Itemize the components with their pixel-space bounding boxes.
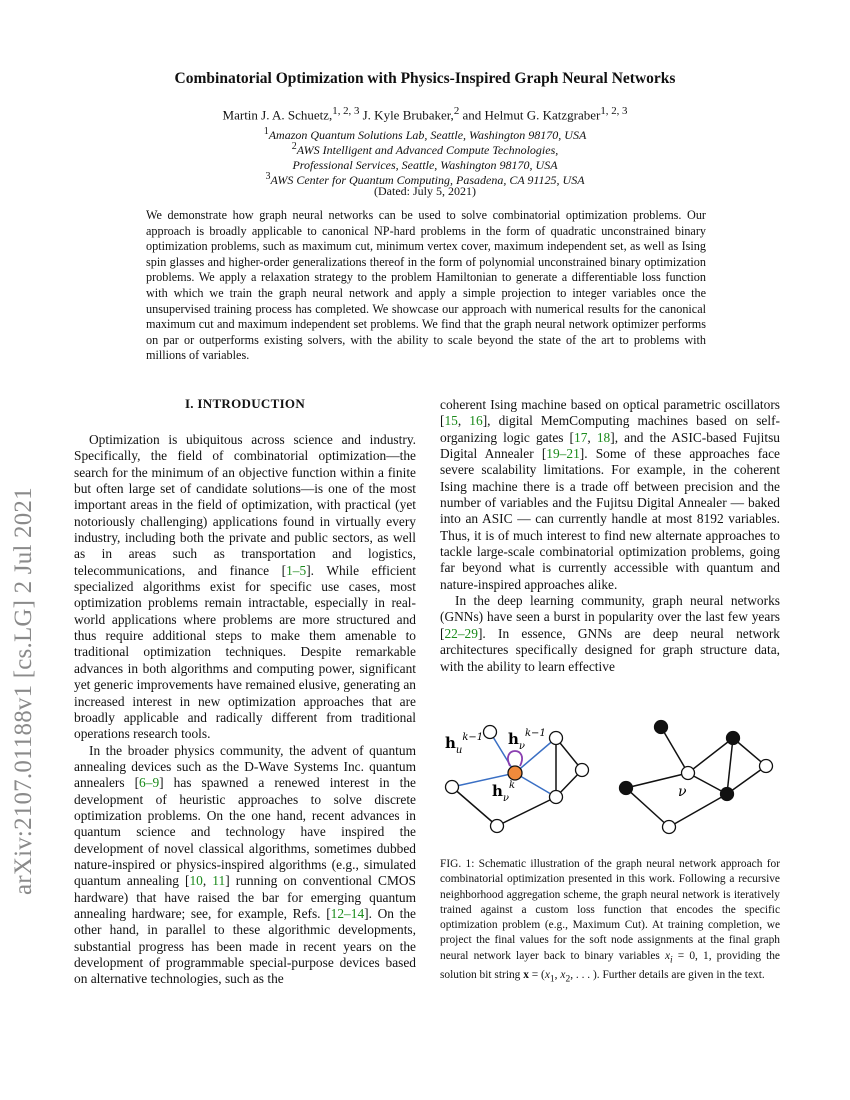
label-h-nu: $h_\nu^k$ — [492, 780, 516, 804]
citation-link[interactable]: 16 — [469, 413, 483, 429]
citation-link[interactable]: 19–21 — [546, 446, 580, 462]
citation-link[interactable]: 18 — [596, 429, 611, 445]
affiliation: $^3$AWS Center for Quantum Computing, Pasadena, CA 91125, USA — [265, 171, 585, 187]
graph-node — [446, 781, 459, 794]
label-h-u: $h_u^{k-1}$ — [445, 732, 484, 756]
paragraph: coherent Ising machine based on optical parametric oscillators [15, 16], digital MemComputing machines based on self-organizing logic gates [17, 18], and the ASIC-based Fujitsu Digital Annealer [19–21]. Some of these approaches face severe scalability limitations. For example, in the coherent Ising machine there is a trade off between precision and the number of variables and the Fujitsu Digital Annealer — baked into an ASIC — can currently handle at most 8192 variables. Thus, it is of much interest to find new alternate approaches to tackle large-scale combinatorial optimization problems, going far beyond what is currently accessible with quantum and nature-inspired approaches alike. — [440, 397, 780, 592]
date-line: (Dated: July 5, 2021) — [374, 184, 476, 198]
figure-1-graph-schematic — [440, 712, 780, 847]
graph-edge — [661, 727, 688, 773]
arxiv-identifier[interactable]: arXiv:2107.01188v1 [cs.LG] 2 Jul 2021 — [10, 487, 37, 895]
graph-edge — [688, 738, 733, 773]
citation-link[interactable]: 15 — [444, 413, 458, 429]
graph-edge — [626, 788, 669, 827]
paragraph: Optimization is ubiquitous across science and industry. Specifically, the field of combinatorial optimization—the search for the minimum of an objective function within a finite but often large set of candidate solutions—is one of the most important areas in the field of optimization, with practical (yet notoriously challenging) applications found in virtually every industry, including both the private and public sectors, as well as in areas such as transportation and logistics, telecommunications, and finance [1–5]. While efficient specialized algorithms exist for specific use cases, most optimization problems remain intractable, especially in real-world applications where problems are more structured and thus require additional steps to make them amenable to traditional optimization techniques. Despite remarkable advances in both algorithms and computing power, significant yet generic improvements have remained elusive, generating an increased interest in new optimization approaches that are broadly applicable and radically different from traditional operations research tools. — [74, 432, 416, 742]
graph-node-one — [620, 782, 633, 795]
figure-caption: FIG. 1: Schematic illustration of the graph neural network approach for combinatorial optimization presented in this work. Following a recursive neighborhood aggregation scheme, the graph neural network is iteratively trained against a custom loss function that encodes the specific optimization problem (e.g., Maximum Cut). At training completion, we project the final values for the soft node assignments at the final graph neural network layer back to binary variables $x_i = 0$, 1, providing the solution bit string $x = (x_1$, $x_2$, . . . ). Further details are given in the text. — [440, 858, 780, 985]
author-affil-sup: 1, 2, 3 — [332, 105, 360, 117]
solution-graph-right — [626, 727, 766, 827]
citation-link[interactable]: 11 — [212, 873, 226, 889]
author-brubaker: J. Kyle Brubaker, — [359, 107, 454, 123]
label-nu: ν — [678, 784, 687, 800]
graph-node-zero — [663, 821, 676, 834]
paragraph: In the broader physics community, the advent of quantum annealing devices such as the D-Wave Systems Inc. quantum annealers [6–9] has spawned a renewed interest in the development of heuristic approaches to solve discrete optimization problems. On the one hand, recent advances in quantum science and technology have inspired the development of novel classical algorithms, sometimes dubbed nature-inspired or physics-inspired algorithms (e.g., simulated quantum annealing [10, 11] running on conventional CMOS hardware) that have raised the bar for emerging quantum annealing hardware; see, for example, Refs. [12–14]. On the other hand, in parallel to these algorithmic developments, substantial progress has been made in recent years on the development of programmable special-purpose devices based on alternative technologies, such as the — [74, 742, 417, 987]
graph-node-one — [655, 721, 668, 734]
graph-node-zero — [682, 767, 695, 780]
author-schuetz: Martin J. A. Schuetz, — [222, 107, 333, 123]
graph-node — [484, 726, 497, 739]
graph-node — [550, 732, 563, 745]
citation-link[interactable]: 1–5 — [286, 562, 307, 578]
graph-node — [491, 820, 504, 833]
graph-node — [550, 791, 563, 804]
label-h-nu-prev: $h_\nu^{k-1}$ — [508, 728, 546, 752]
graph-node-zero — [760, 760, 773, 773]
affiliation: $^2$AWS Intelligent and Advanced Compute Technologies, — [291, 141, 559, 157]
citation-link[interactable]: 22–29 — [444, 625, 478, 641]
left-column — [74, 432, 416, 988]
graph-node-one — [721, 788, 734, 801]
author-affil-sup: 1, 2, 3 — [600, 105, 628, 117]
citation-link[interactable]: 12–14 — [330, 905, 365, 921]
affiliation: Professional Services, Seattle, Washington 98170, USA — [292, 158, 558, 172]
active-node — [508, 766, 522, 780]
graph-edge — [727, 766, 766, 794]
section-heading: I. INTRODUCTION — [184, 396, 306, 411]
author-katzgraber: and Helmut G. Katzgraber — [459, 107, 601, 123]
paragraph: In the deep learning community, graph neural networks (GNNs) have seen a burst in popularity over the last few years [22–29]. In essence, GNNs are deep neural network architectures specifically designed for graph structure data, with the ability to learn effective — [440, 593, 780, 674]
author-affil-sup: 2 — [453, 105, 460, 117]
graph-edge — [452, 787, 497, 826]
author-list — [60, 105, 790, 123]
graph-edge — [727, 738, 733, 794]
paper-title: Combinatorial Optimization with Physics-Inspired Graph Neural Networks — [174, 70, 676, 87]
citation-link[interactable]: 17 — [574, 429, 588, 445]
citation-link[interactable]: 10 — [189, 873, 203, 889]
graph-node-one — [727, 732, 740, 745]
right-column — [440, 397, 780, 675]
graph-node — [576, 764, 589, 777]
affiliation: $^1$Amazon Quantum Solutions Lab, Seattle, Washington 98170, USA — [263, 126, 587, 142]
graph-edge — [452, 773, 515, 787]
abstract: We demonstrate how graph neural networks can be used to solve combinatorial optimization problems. Our approach is broadly applicable to canonical NP-hard problems in the form of quadratic unconstrained binary optimization problems, such as maximum cut, minimum vertex cover, maximum independent set, as well as Ising spin glasses and higher-order generalizations thereof in the form of polynomial unconstrained binary optimization problems. We apply a relaxation strategy to the problem Hamiltonian to generate a differentiable loss function with which we train the graph neural network and apply a simple projection to integer variables once the unsupervised training process has completed. We showcase our approach with numerical results for the canonical maximum cut and maximum independent set problems. We find that the graph neural network optimizer performs on par or outperforms existing solvers, with the ability to scale beyond the state of the art to problems with millions of variables. — [146, 208, 706, 363]
citation-link[interactable]: 6–9 — [139, 775, 160, 791]
